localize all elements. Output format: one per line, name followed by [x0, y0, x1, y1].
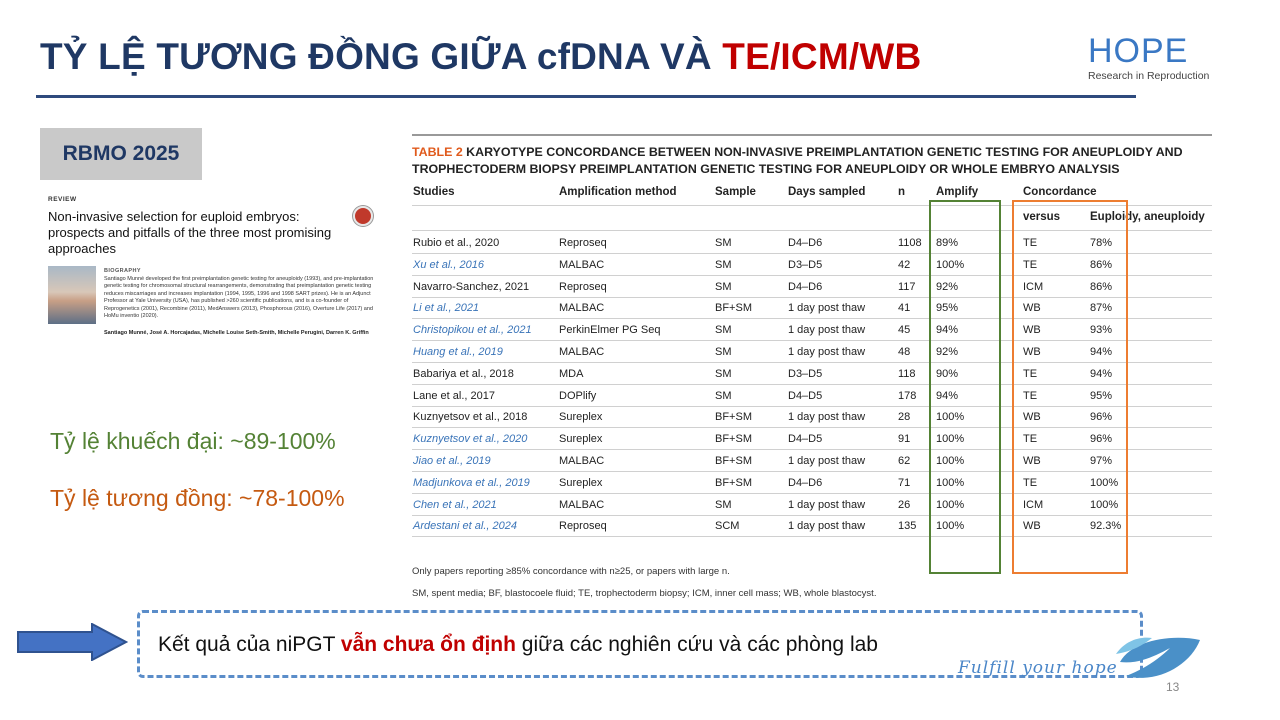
table-cell: BF+SM	[715, 455, 752, 467]
table-cell: 90%	[936, 367, 959, 380]
title-main: TỶ LỆ TƯƠNG ĐỒNG GIỮA cfDNA VÀ	[40, 36, 723, 77]
table-cell: 1 day post thaw	[788, 324, 866, 337]
table-cell: TE	[1023, 367, 1038, 380]
biography-heading: BIOGRAPHY	[104, 268, 141, 274]
amplification-rate: Tỷ lệ khuếch đại: ~89-100%	[50, 428, 336, 454]
conclusion-text	[158, 633, 878, 657]
study-citation: Kuznyetsov et al., 2018	[413, 411, 528, 424]
table-cell: WB	[1023, 346, 1041, 358]
table-cell: TE	[1023, 433, 1038, 446]
table-cell: 42	[898, 258, 911, 271]
table-cell: 100%	[936, 411, 965, 424]
table-cell: BF+SM	[715, 433, 752, 446]
table-cell: 100%	[936, 498, 965, 511]
table-cell: 96%	[1090, 433, 1113, 446]
amplify-highlight-box	[929, 200, 1001, 574]
table-cell: 100%	[936, 433, 965, 446]
table-cell: WB	[1023, 411, 1041, 424]
biography-text: Santiago Munné developed the first preimplantation genetic testing for aneuploidy (1993), and pre-implantation genetic testing for chromosomal structural rearrangements, demonstrating that preimplantation genetic testing reduces miscarriages and increases implantation (1994, 1995, 1996 and 1998 SART prizes). He is an Adjunct Professor at Yale University (USA), has published >260 scientific publications, and is a co-founder of Reprogenetics (2001), Recombine (2011), MedAnswers (2013), Phosphorous (2016), Overture Life (2017) and HoMu inventio (2020).	[104, 275, 374, 319]
table-label: TABLE 2	[412, 145, 463, 159]
table-cell: WB	[1023, 302, 1041, 315]
table-cell: 95%	[1090, 389, 1113, 402]
table-cell: 96%	[1090, 411, 1113, 424]
table-cell: 94%	[936, 389, 959, 402]
study-citation[interactable]: Li et al., 2021	[413, 302, 480, 315]
table-cell: Reproseq	[559, 280, 607, 293]
table-cell: D4–D6	[788, 280, 823, 293]
table-cell: WB	[1023, 324, 1041, 337]
table-cell: 1 day post thaw	[788, 346, 866, 358]
table-cell: 78%	[1090, 237, 1113, 249]
table-cell: ICM	[1023, 498, 1044, 511]
table-cell: MALBAC	[559, 302, 605, 315]
table-cell: WB	[1023, 455, 1041, 467]
logo-word: HOPE	[1088, 32, 1189, 70]
study-citation[interactable]: Christopikou et al., 2021	[413, 324, 532, 337]
table-cell: 94%	[1090, 367, 1113, 380]
table-header-cell: Amplification method	[559, 186, 677, 198]
table-cell: 100%	[936, 455, 965, 467]
table-cell: D3–D5	[788, 258, 823, 271]
table-cell: Sureplex	[559, 433, 603, 446]
table-cell: BF+SM	[715, 476, 752, 489]
study-citation: Rubio et al., 2020	[413, 237, 500, 249]
table-cell: 62	[898, 455, 911, 467]
study-citation[interactable]: Xu et al., 2016	[413, 258, 484, 271]
table-cell: 71	[898, 476, 911, 489]
concordance-highlight-box	[1012, 200, 1128, 574]
table-cell: 89%	[936, 237, 959, 249]
table-cell: MDA	[559, 367, 584, 380]
table-cell: 87%	[1090, 302, 1113, 315]
table-cell: D4–D5	[788, 433, 823, 446]
leaf-logo-icon	[1112, 632, 1204, 684]
table-cell: 26	[898, 498, 911, 511]
arrow-right-icon	[16, 623, 128, 661]
table-cell: 135	[898, 520, 917, 533]
table-cell: TE	[1023, 389, 1038, 402]
table-cell: SM	[715, 346, 732, 358]
study-citation[interactable]: Chen et al., 2021	[413, 498, 497, 511]
table-header-cell: Sample	[715, 186, 756, 198]
conclusion-pre: Kết quả của niPGT	[158, 633, 341, 656]
table-cell: SM	[715, 237, 732, 249]
slide-title	[40, 36, 921, 78]
table-cell: 92%	[936, 280, 959, 293]
table-cell: MALBAC	[559, 498, 605, 511]
table-footnote-criteria: Only papers reporting ≥85% concordance with n≥25, or papers with large n.	[412, 566, 730, 577]
title-divider	[36, 95, 1136, 98]
table-cell: SM	[715, 258, 732, 271]
table-subheader-cell: versus	[1023, 211, 1061, 223]
table-cell: 94%	[936, 324, 959, 337]
study-citation[interactable]: Huang et al., 2019	[413, 346, 503, 358]
study-citation[interactable]: Madjunkova et al., 2019	[413, 476, 530, 489]
table-cell: 92%	[936, 346, 959, 358]
table-cell: 1 day post thaw	[788, 520, 866, 533]
paper-snippet	[48, 196, 378, 356]
table-cell: DOPlify	[559, 389, 597, 402]
table-header-cell: Amplify	[936, 186, 979, 198]
table-cell: SM	[715, 367, 732, 380]
table-cell: 100%	[936, 476, 965, 489]
study-citation[interactable]: Kuznyetsov et al., 2020	[413, 433, 528, 446]
table-cell: 1 day post thaw	[788, 498, 866, 511]
table-cell: 28	[898, 411, 911, 424]
paper-title: Non-invasive selection for euploid embryos: prospects and pitfalls of the three most promising approaches	[48, 209, 332, 256]
table-cell: MALBAC	[559, 455, 605, 467]
table-cell: 94%	[1090, 346, 1113, 358]
table-cell: ICM	[1023, 280, 1044, 293]
table-cell: Reproseq	[559, 237, 607, 249]
paper-biography	[104, 268, 376, 321]
table-cell: WB	[1023, 520, 1041, 533]
table-cell: MALBAC	[559, 346, 605, 358]
title-accent: TE/ICM/WB	[722, 36, 922, 77]
table-header-cell: Days sampled	[788, 186, 866, 198]
table-header-cell: n	[898, 186, 906, 198]
table-caption-text: KARYOTYPE CONCORDANCE BETWEEN NON-INVASIVE PREIMPLANTATION GENETIC TESTING FOR ANEUPLOIDY AND TROPHECTODERM BIOPSY PREIMPLANTATION GENETIC TESTING FOR ANEUPLOIDY OR WHOLE EMBRYO ANALYSIS	[412, 145, 1183, 176]
table-top-rule	[412, 134, 1212, 136]
table-cell: TE	[1023, 258, 1038, 271]
logo-subtitle: Research in Reproduction	[1088, 70, 1210, 82]
table-cell: D3–D5	[788, 367, 823, 380]
table-cell: Reproseq	[559, 520, 607, 533]
table-cell: SM	[715, 389, 732, 402]
hope-logo	[1088, 34, 1208, 84]
concordance-rate: Tỷ lệ tương đồng: ~78-100%	[50, 485, 345, 511]
table-cell: 117	[898, 280, 916, 293]
table-cell: 100%	[1090, 476, 1119, 489]
table-cell: 1 day post thaw	[788, 302, 866, 315]
study-citation: Babariya et al., 2018	[413, 367, 514, 380]
table-cell: MALBAC	[559, 258, 605, 271]
table-footnote-abbreviations: SM, spent media; BF, blastocoele fluid; TE, trophectoderm biopsy; ICM, inner cell mass; WB, whole blastocyst.	[412, 588, 877, 599]
table-cell: 1108	[898, 237, 922, 249]
table-cell: 92.3%	[1090, 520, 1122, 533]
page-number: 13	[1166, 680, 1180, 694]
table-cell: BF+SM	[715, 411, 752, 424]
conclusion-post: giữa các nghiên cứu và các phòng lab	[515, 633, 878, 656]
table-cell: 41	[898, 302, 911, 315]
table-cell: 93%	[1090, 324, 1113, 337]
table-cell: TE	[1023, 237, 1038, 249]
table-subheader-cell: Euploidy, aneuploidy	[1090, 211, 1205, 223]
conclusion-emphasis: vẫn chưa ổn định	[340, 633, 516, 656]
table-cell: 86%	[1090, 258, 1113, 271]
table-cell: SCM	[715, 520, 740, 533]
journal-badge: RBMO 2025	[40, 128, 202, 180]
table-cell: 91	[898, 433, 911, 446]
table-cell: TE	[1023, 476, 1038, 489]
table-cell: 45	[898, 324, 911, 337]
table-cell: 178	[898, 389, 917, 402]
table-cell: 118	[898, 367, 916, 380]
table-cell: SM	[715, 280, 732, 293]
crossmark-icon	[353, 206, 373, 226]
table-header-cell: Studies	[413, 186, 455, 198]
study-citation[interactable]: Jiao et al., 2019	[413, 455, 491, 467]
table-cell: Sureplex	[559, 411, 603, 424]
slogan: Fulfill your hope	[958, 658, 1118, 678]
table-cell: 100%	[1090, 498, 1119, 511]
table-caption	[412, 144, 1212, 177]
table-cell: D4–D6	[788, 237, 823, 249]
study-citation: Navarro-Sanchez, 2021	[413, 280, 530, 293]
table-cell: Sureplex	[559, 476, 603, 489]
table-cell: D4–D6	[788, 476, 823, 489]
table-cell: 95%	[936, 302, 959, 315]
table-cell: D4–D5	[788, 389, 823, 402]
table-cell: 1 day post thaw	[788, 455, 866, 467]
table-cell: 1 day post thaw	[788, 411, 866, 424]
paper-authors: Santiago Munné, José A. Horcajadas, Michelle Louise Seth-Smith, Michelle Perugini, Darren K. Griffin	[104, 330, 369, 336]
table-cell: 86%	[1090, 280, 1113, 293]
study-citation[interactable]: Ardestani et al., 2024	[413, 520, 517, 533]
table-cell: 100%	[936, 520, 965, 533]
table-cell: 97%	[1090, 455, 1113, 467]
table-cell: SM	[715, 324, 732, 337]
study-citation: Lane et al., 2017	[413, 389, 495, 402]
table-cell: 48	[898, 346, 911, 358]
paper-section: REVIEW	[48, 196, 77, 203]
table-cell: 100%	[936, 258, 965, 271]
table-cell: BF+SM	[715, 302, 752, 315]
table-cell: PerkinElmer PG Seq	[559, 324, 661, 337]
table-cell: SM	[715, 498, 732, 511]
table-header-cell: Concordance	[1023, 186, 1097, 198]
author-photo	[48, 266, 96, 324]
